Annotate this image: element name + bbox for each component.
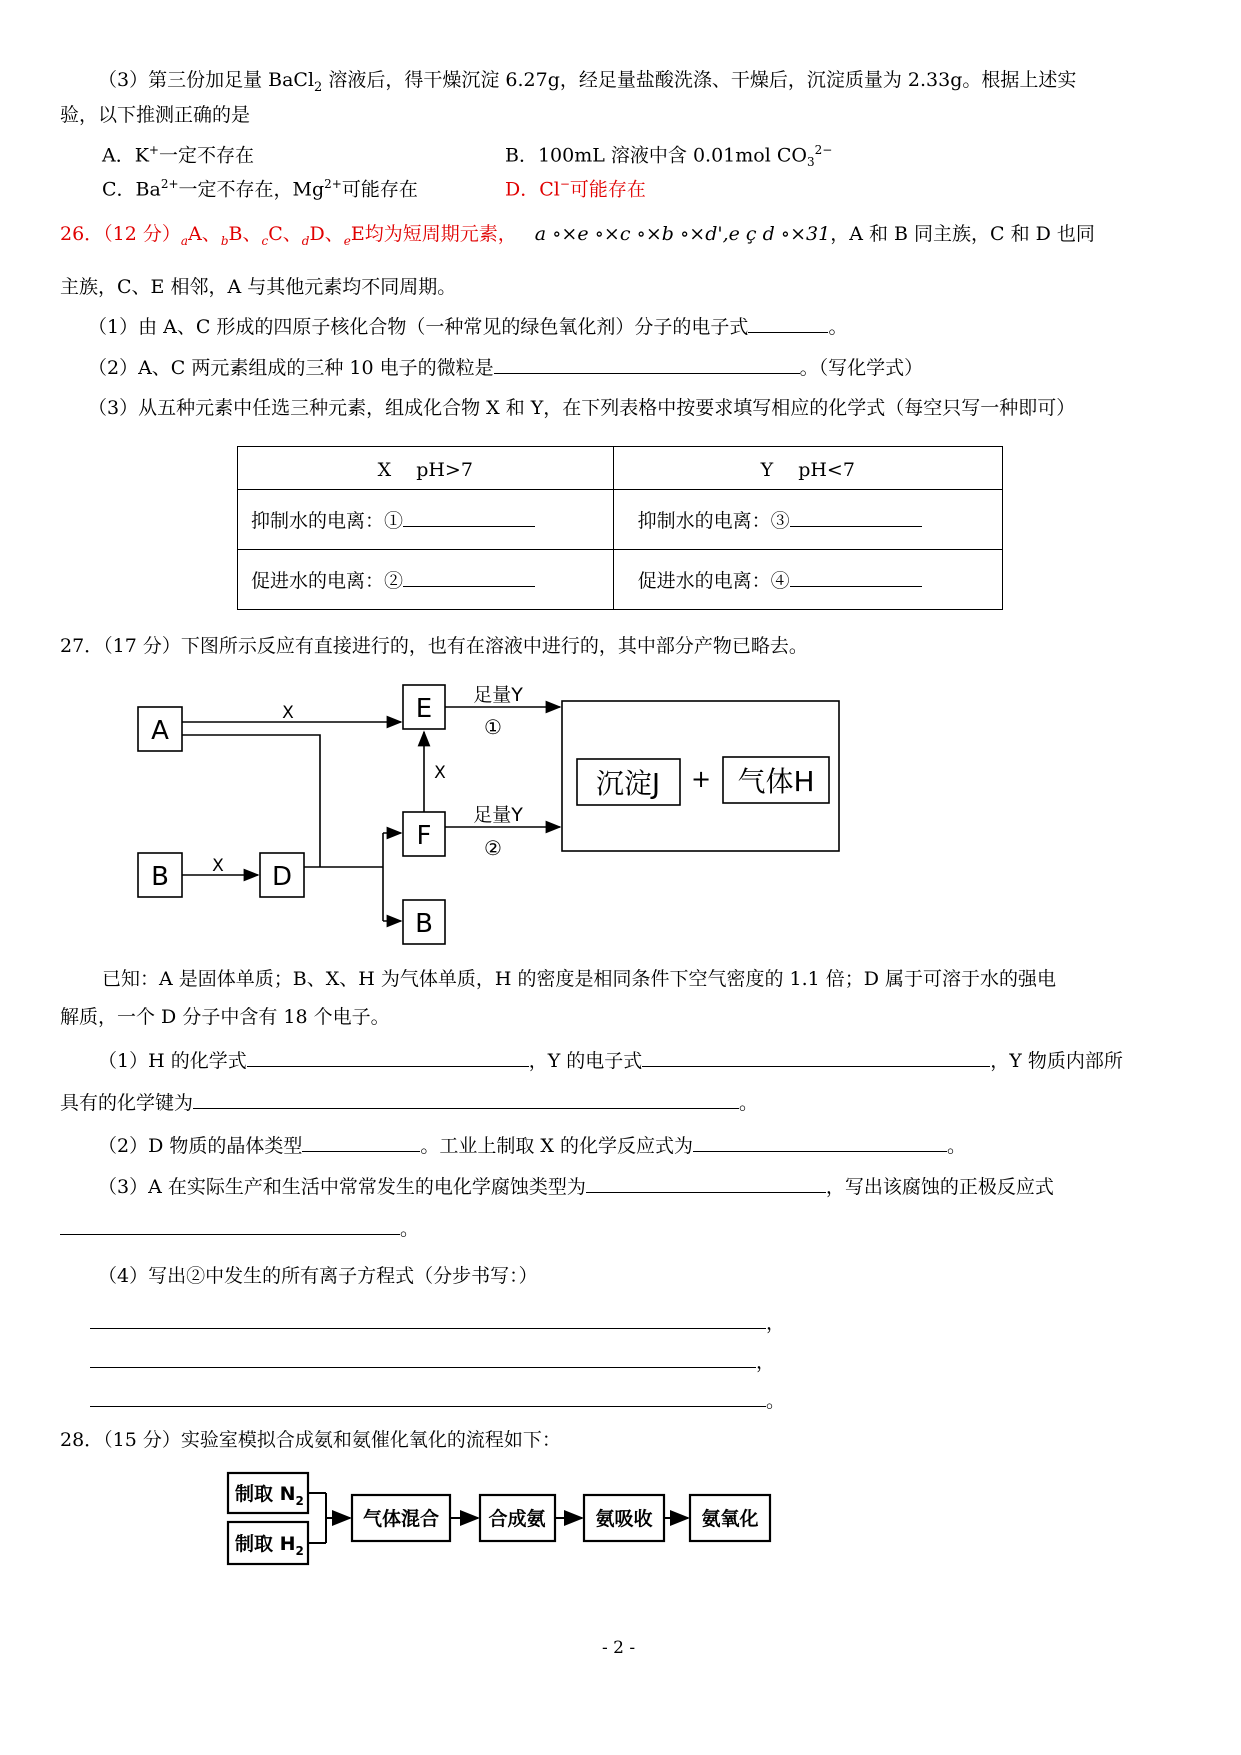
- answer-blank[interactable]: [790, 508, 922, 527]
- reaction-diagram: [120, 665, 860, 955]
- q27-part3-cont: 。: [60, 1216, 419, 1241]
- table-header-x: X pH>7: [238, 447, 614, 490]
- label-plus: +: [690, 765, 712, 793]
- label-f: F: [416, 821, 432, 851]
- page-number: - 2 -: [602, 1638, 636, 1658]
- answer-blank[interactable]: [586, 1174, 826, 1193]
- q27-known-line1: 已知：A 是固体单质；B、X、H 为气体单质，H 的密度是相同条件下空气密度的 1.1 倍；D 属于可溶于水的强电: [102, 968, 1057, 990]
- q26-formula: a ∘×e ∘×c ∘×b ∘×d',e ç d ∘×31: [534, 223, 831, 245]
- line-a-branch: [182, 735, 320, 867]
- table-cell-2: 促进水的电离：②: [238, 550, 614, 610]
- q27-answer-line-2: ，: [90, 1349, 775, 1374]
- q27-answer-line-1: ，: [90, 1310, 785, 1335]
- answer-blank[interactable]: [494, 355, 800, 374]
- q25-option-a: A．K+一定不存在: [102, 143, 254, 167]
- label-mix: 气体混合: [362, 1508, 440, 1530]
- table-header-y: Y pH<7: [613, 447, 1002, 490]
- q27-heading: 27．（17 分）下图所示反应有直接进行的，也有在溶液中进行的，其中部分产物已略去。: [60, 635, 808, 657]
- label-make-n2: 制取 $N_2$: [235, 1483, 304, 1508]
- answer-blank[interactable]: [90, 1349, 756, 1368]
- answer-blank[interactable]: [642, 1048, 990, 1067]
- answer-blank[interactable]: [302, 1133, 420, 1152]
- label-x2: X: [212, 856, 224, 876]
- table-cell-4: 促进水的电离：④: [613, 550, 1002, 610]
- label-a: A: [151, 716, 169, 746]
- q26-part1: （1）由 A、C 形成的四原子核化合物（一种常见的绿色氧化剂）分子的电子式 。: [88, 316, 848, 338]
- q25-option-b: B．100mL 溶液中含 0.01mol $CO_3^{2-}$: [505, 143, 833, 170]
- label-b2: B: [415, 909, 433, 939]
- q27-part2: （2）D 物质的晶体类型 。工业上制取 X 的化学反应式为 。: [98, 1135, 966, 1157]
- label-step2: ②: [484, 836, 502, 860]
- label-synth: 合成氨: [488, 1508, 546, 1530]
- answer-blank[interactable]: [748, 314, 828, 333]
- label-x1: X: [282, 703, 294, 723]
- label-precipitate: 沉淀J: [595, 767, 661, 800]
- q27-known-line2: 解质，一个 D 分子中含有 18 个电子。: [60, 1006, 390, 1028]
- q25-option-d: D．Cl−可能存在: [505, 177, 646, 201]
- q27-part1-cont: 具有的化学键为 。: [60, 1092, 759, 1114]
- answer-blank[interactable]: [790, 568, 922, 587]
- label-absorb: 氨吸收: [595, 1508, 653, 1530]
- label-excess-y2: 足量Y: [473, 804, 523, 826]
- table-cell-1: 抑制水的电离：①: [238, 490, 614, 550]
- label-x3: X: [434, 763, 446, 783]
- q26-part2: （2）A、C 两元素组成的三种 10 电子的微粒是 。（写化学式）: [88, 357, 924, 379]
- q25-option-c: C．$Ba^{2+}$一定不存在，$Mg^{2+}$可能存在: [102, 177, 418, 201]
- label-b: B: [151, 862, 169, 892]
- ammonia-flow-diagram: [222, 1467, 782, 1577]
- label-gas: 气体H: [737, 765, 815, 798]
- q25-3-line2: 验，以下推测正确的是: [60, 104, 251, 126]
- q26-heading: 26．（12 分）$_aA$、$_b$B、$_c$C、$_d$D、$_e$E均为短周期元素， a ∘×e ∘×c ∘×b ∘×d',e ç d ∘×31，A 和 B 同主族，C 和 D 也同: [60, 223, 1095, 248]
- table-cell-3: 抑制水的电离：③: [613, 490, 1002, 550]
- answer-blank[interactable]: [403, 568, 535, 587]
- q26-score: 26．（12 分）: [60, 223, 181, 245]
- answer-blank[interactable]: [90, 1388, 766, 1407]
- label-make-h2: 制取 $H_2$: [235, 1533, 304, 1558]
- q27-part4: （4）写出②中发生的所有离子方程式（分步书写：）: [98, 1265, 538, 1287]
- q26-elements: $_a$A、$_b$B、$_c$C、$_d$D、$_e$E均为短周期元素，: [180, 223, 517, 248]
- answer-blank[interactable]: [60, 1216, 400, 1235]
- answer-blank[interactable]: [90, 1310, 766, 1329]
- q27-part1: （1）H 的化学式 ，Y 的电子式 ，Y 物质内部所: [98, 1050, 1123, 1072]
- answer-blank[interactable]: [403, 508, 535, 527]
- label-d: D: [271, 862, 293, 892]
- q26-part3: （3）从五种元素中任选三种元素，组成化合物 X 和 Y，在下列表格中按要求填写相应的化学式（每空只写一种即可）: [88, 397, 1076, 419]
- q27-part3: （3）A 在实际生产和生活中常常发生的电化学腐蚀类型为 ，写出该腐蚀的正极反应式: [98, 1176, 1054, 1198]
- label-e: E: [415, 694, 433, 724]
- answer-blank[interactable]: [247, 1048, 529, 1067]
- q28-heading: 28．（15 分）实验室模拟合成氨和氨催化氧化的流程如下：: [60, 1429, 561, 1451]
- q25-3-line1: （3）第三份加足量 BaCl$_2$ 溶液后，得干燥沉淀 6.27g，经足量盐酸洗涤、干燥后，沉淀质量为 2.33g。根据上述实: [98, 69, 1077, 95]
- answer-blank[interactable]: [193, 1090, 739, 1109]
- q27-answer-line-3: 。: [90, 1388, 785, 1413]
- label-step1: ①: [484, 715, 502, 739]
- q26-table: [237, 446, 1003, 610]
- label-excess-y1: 足量Y: [473, 684, 523, 706]
- answer-blank[interactable]: [693, 1133, 947, 1152]
- label-oxid: 氨氧化: [701, 1508, 759, 1530]
- q26-line2: 主族，C、E 相邻，A 与其他元素均不同周期。: [60, 276, 457, 298]
